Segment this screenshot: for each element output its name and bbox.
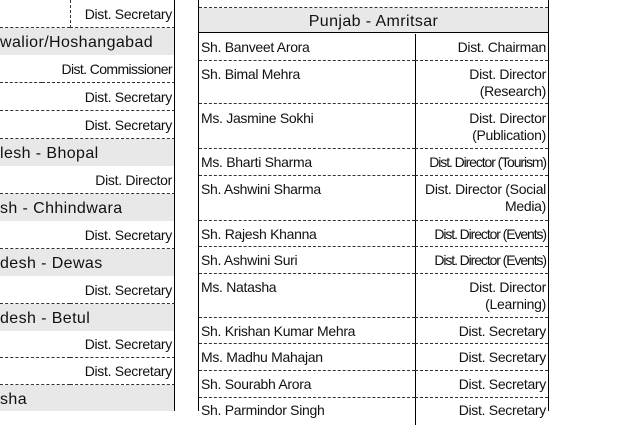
table-row bbox=[199, 247, 548, 274]
person-name: Sh. Rajesh Khanna bbox=[199, 221, 415, 247]
person-name: Sh. Sourabh Arora bbox=[199, 371, 415, 398]
table-row bbox=[199, 274, 548, 318]
person-name: Sh. Bimal Mehra bbox=[199, 61, 415, 104]
left-role-cell: Dist. Secretary bbox=[70, 331, 175, 358]
left-region-header bbox=[0, 28, 175, 55]
left-role-cell: Dist. Director bbox=[70, 166, 175, 194]
person-role: Dist. Director (Research) bbox=[415, 61, 548, 104]
left-region-title: desh - Betul bbox=[0, 310, 91, 327]
person-name: Ms. Bharti Sharma bbox=[199, 149, 415, 176]
left-role-cell: Dist. Secretary bbox=[70, 83, 175, 111]
top-spacer bbox=[199, 0, 548, 8]
left-table bbox=[0, 0, 175, 411]
person-role: Dist. Director (Tourism) bbox=[415, 149, 548, 176]
left-role-cell: Dist. Secretary bbox=[70, 111, 175, 139]
left-region-title: sha bbox=[0, 391, 27, 408]
table-row bbox=[199, 318, 548, 344]
left-role-cell: Dist. Secretary bbox=[70, 0, 175, 28]
right-table bbox=[198, 0, 549, 418]
person-role: Dist. Secretary bbox=[415, 318, 548, 344]
table-row bbox=[199, 34, 548, 61]
region-header bbox=[199, 8, 548, 33]
left-region-header bbox=[0, 385, 175, 411]
left-region-header bbox=[0, 194, 175, 221]
region-title: Punjab - Amritsar bbox=[308, 13, 439, 30]
left-row-8 bbox=[0, 221, 175, 249]
left-region-title: walior/Hoshangabad bbox=[0, 34, 154, 51]
left-region-header bbox=[0, 304, 175, 331]
person-name: Sh. Ashwini Sharma bbox=[199, 176, 415, 221]
table-row bbox=[199, 104, 548, 149]
left-row-6 bbox=[0, 166, 175, 194]
person-role: Dist. Chairman bbox=[415, 34, 548, 61]
person-name: Sh. Parmindor Singh bbox=[201, 402, 325, 418]
left-region-header bbox=[0, 139, 175, 166]
table-row bbox=[199, 344, 548, 371]
left-row-4 bbox=[0, 111, 175, 139]
left-role-cell: Dist. Secretary bbox=[70, 358, 175, 385]
table-row bbox=[199, 149, 548, 176]
left-region-title: sh - Chhindwara bbox=[0, 200, 123, 217]
table-row bbox=[199, 176, 548, 221]
person-role: Dist. Director (Events) bbox=[415, 221, 548, 247]
person-name: Ms. Jasmine Sokhi bbox=[199, 104, 415, 149]
person-role: Dist. Director (Social Media) bbox=[415, 176, 548, 221]
person-name: Sh. Krishan Kumar Mehra bbox=[199, 318, 415, 344]
person-role: Dist. Director (Publication) bbox=[415, 104, 548, 149]
left-role-cell: Dist. Commissioner bbox=[42, 55, 175, 83]
left-row-2 bbox=[0, 55, 175, 83]
left-region-title: lesh - Bhopal bbox=[0, 145, 99, 162]
person-name: Sh. Banveet Arora bbox=[199, 34, 415, 61]
left-row-10 bbox=[0, 276, 175, 304]
left-role-cell: Dist. Secretary bbox=[70, 221, 175, 249]
person-role: Dist. Secretary bbox=[415, 344, 548, 371]
person-name: Sh. Ashwini Suri bbox=[199, 247, 415, 274]
person-role: Dist. Director (Learning) bbox=[415, 274, 548, 318]
left-region-header bbox=[0, 249, 175, 276]
person-role: Dist. Director (Events) bbox=[415, 247, 548, 274]
left-row-0 bbox=[0, 0, 175, 28]
person-role: Dist. Secretary bbox=[415, 371, 548, 398]
table-row bbox=[199, 371, 548, 398]
table-row bbox=[199, 61, 548, 104]
person-role: Dist. Secretary bbox=[415, 398, 548, 425]
left-role-cell: Dist. Secretary bbox=[70, 276, 175, 304]
table-row bbox=[199, 221, 548, 247]
left-row-3 bbox=[0, 83, 175, 111]
person-name: Ms. Madhu Mahajan bbox=[199, 344, 415, 371]
left-region-title: desh - Dewas bbox=[0, 255, 103, 272]
left-row-12 bbox=[0, 331, 175, 358]
left-row-13 bbox=[0, 358, 175, 385]
table-row bbox=[199, 398, 548, 425]
person-name: Ms. Natasha bbox=[199, 274, 415, 318]
